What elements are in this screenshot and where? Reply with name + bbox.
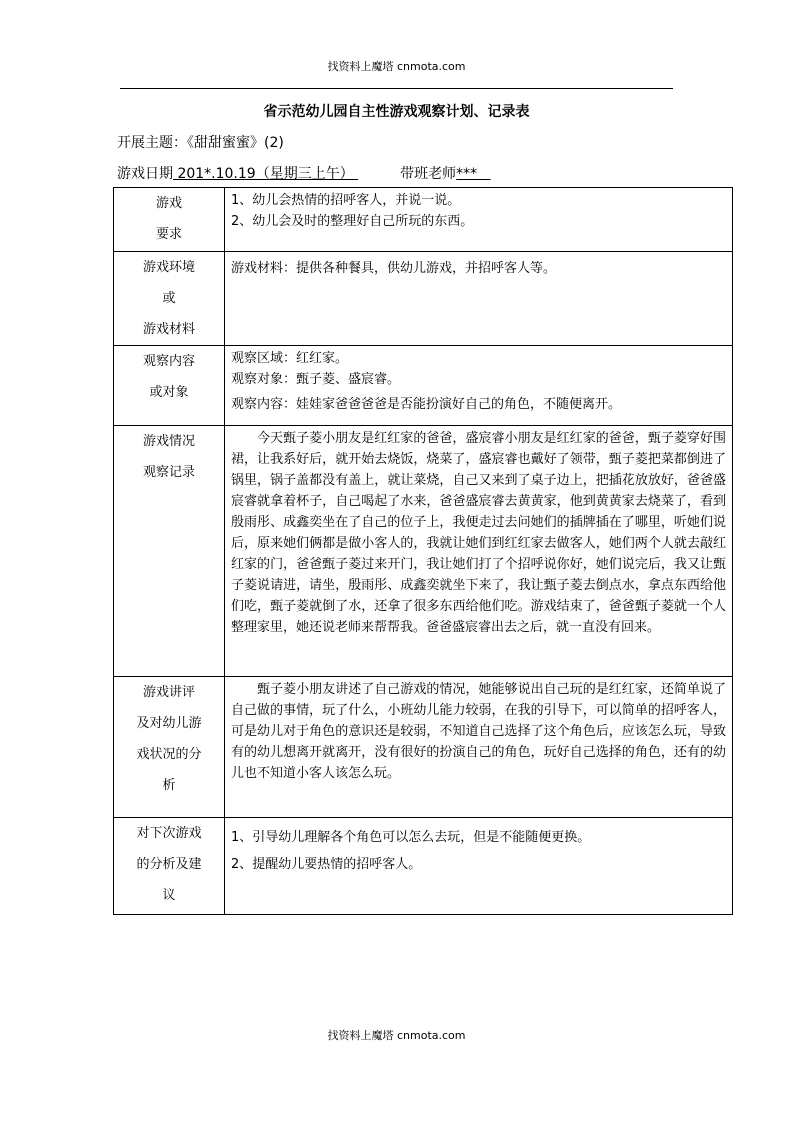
page-header: 找资料上魔塔 cnmota.com xyxy=(327,60,466,73)
table-row-review-analysis xyxy=(114,677,733,818)
row-label: 游戏环境 或 游戏材料 xyxy=(114,252,225,346)
observation-table xyxy=(113,187,733,915)
row-content: 游戏材料：提供各种餐具，供幼儿游戏，并招呼客人等。 xyxy=(225,252,733,346)
row-label: 游戏情况 观察记录 xyxy=(114,426,225,677)
row-content: 1、幼儿会热情的招呼客人，并说一说。 2、幼儿会及时的整理好自己所玩的东西。 xyxy=(225,188,733,252)
teacher-value: *** xyxy=(456,166,491,182)
date-label: 游戏日期 xyxy=(117,166,173,182)
theme-line: 开展主题：《甜甜蜜蜜》(2) xyxy=(117,135,284,151)
teacher-label: 带班老师 xyxy=(400,166,457,182)
row-content: 1、引导幼儿理解各个角色可以怎么去玩，但是不能随便更换。 2、提醒幼儿要热情的招呼客人。 xyxy=(225,818,733,915)
document-title: 省示范幼儿园自主性游戏观察计划、记录表 xyxy=(263,104,530,120)
row-content: 今天甄子菱小朋友是红红家的爸爸，盛宸睿小朋友是红红家的爸爸，甄子菱穿好围裙，让我系好后，就开始去烧饭，烧菜了，盛宸睿也戴好了领带，甄子菱把菜都倒进了锅里，锅子盖都没有盖上，就让菜烧，自己又来到了桌子边上，把插花放放好，爸爸盛宸睿就拿着杯子，自己喝起了水来，爸爸盛宸睿去黄黄家，他到黄黄家去烧菜了，看到殷雨彤、成鑫奕坐在了自己的位子上，我便走过去问她们的插牌插在了哪里，听她们说后，原来她们俩都是做小客人的，我就让她们到红红家去做客人，她们两个人就去敲红红家的门，爸爸甄子菱过来开门，我让她们打了个招呼说你好，她们说完后，我又让甄子菱说请进，请坐，殷雨彤、成鑫奕就坐下来了，我让甄子菱去倒点水，拿点东西给他们吃，甄子菱就倒了水，还拿了很多东西给他们吃。游戏结束了，爸爸甄子菱就一个人整理家里，她还说老师来帮帮我。爸爸盛宸睿出去之后，就一直没有回来。 xyxy=(225,426,733,677)
page-footer: 找资料上魔塔 cnmota.com xyxy=(327,1029,466,1042)
table-row-observation-record xyxy=(114,426,733,677)
row-label: 游戏 要求 xyxy=(114,188,225,252)
date-line xyxy=(117,163,491,183)
table-row-next-suggestions xyxy=(114,818,733,915)
row-content: 观察区域：红红家。 观察对象：甄子菱、盛宸睿。 观察内容：娃娃家爸爸爸爸是否能扮演好自己的角色，不随便离开。 xyxy=(225,346,733,426)
table-row-observation-target xyxy=(114,346,733,426)
header-divider xyxy=(120,88,673,89)
table-row-requirements xyxy=(114,188,733,252)
row-label: 游戏讲评 及对幼儿游 戏状况的分 析 xyxy=(114,677,225,818)
row-label: 对下次游戏 的分析及建 议 xyxy=(114,818,225,915)
row-content: 甄子菱小朋友讲述了自己游戏的情况，她能够说出自己玩的是红红家，还简单说了自己做的事情，玩了什么，小班幼儿能力较弱，在我的引导下，可以简单的招呼客人，可是幼儿对于角色的意识还是较弱，不知道自己选择了这个角色后，应该怎么玩，导致有的幼儿想离开就离开，没有很好的扮演自己的角色，玩好自己选择的角色，还有的幼儿也不知道小客人该怎么玩。 xyxy=(225,677,733,818)
date-value: 201*.10.19（星期三上午） xyxy=(173,166,359,182)
table-row-environment xyxy=(114,252,733,346)
row-label: 观察内容 或对象 xyxy=(114,346,225,426)
